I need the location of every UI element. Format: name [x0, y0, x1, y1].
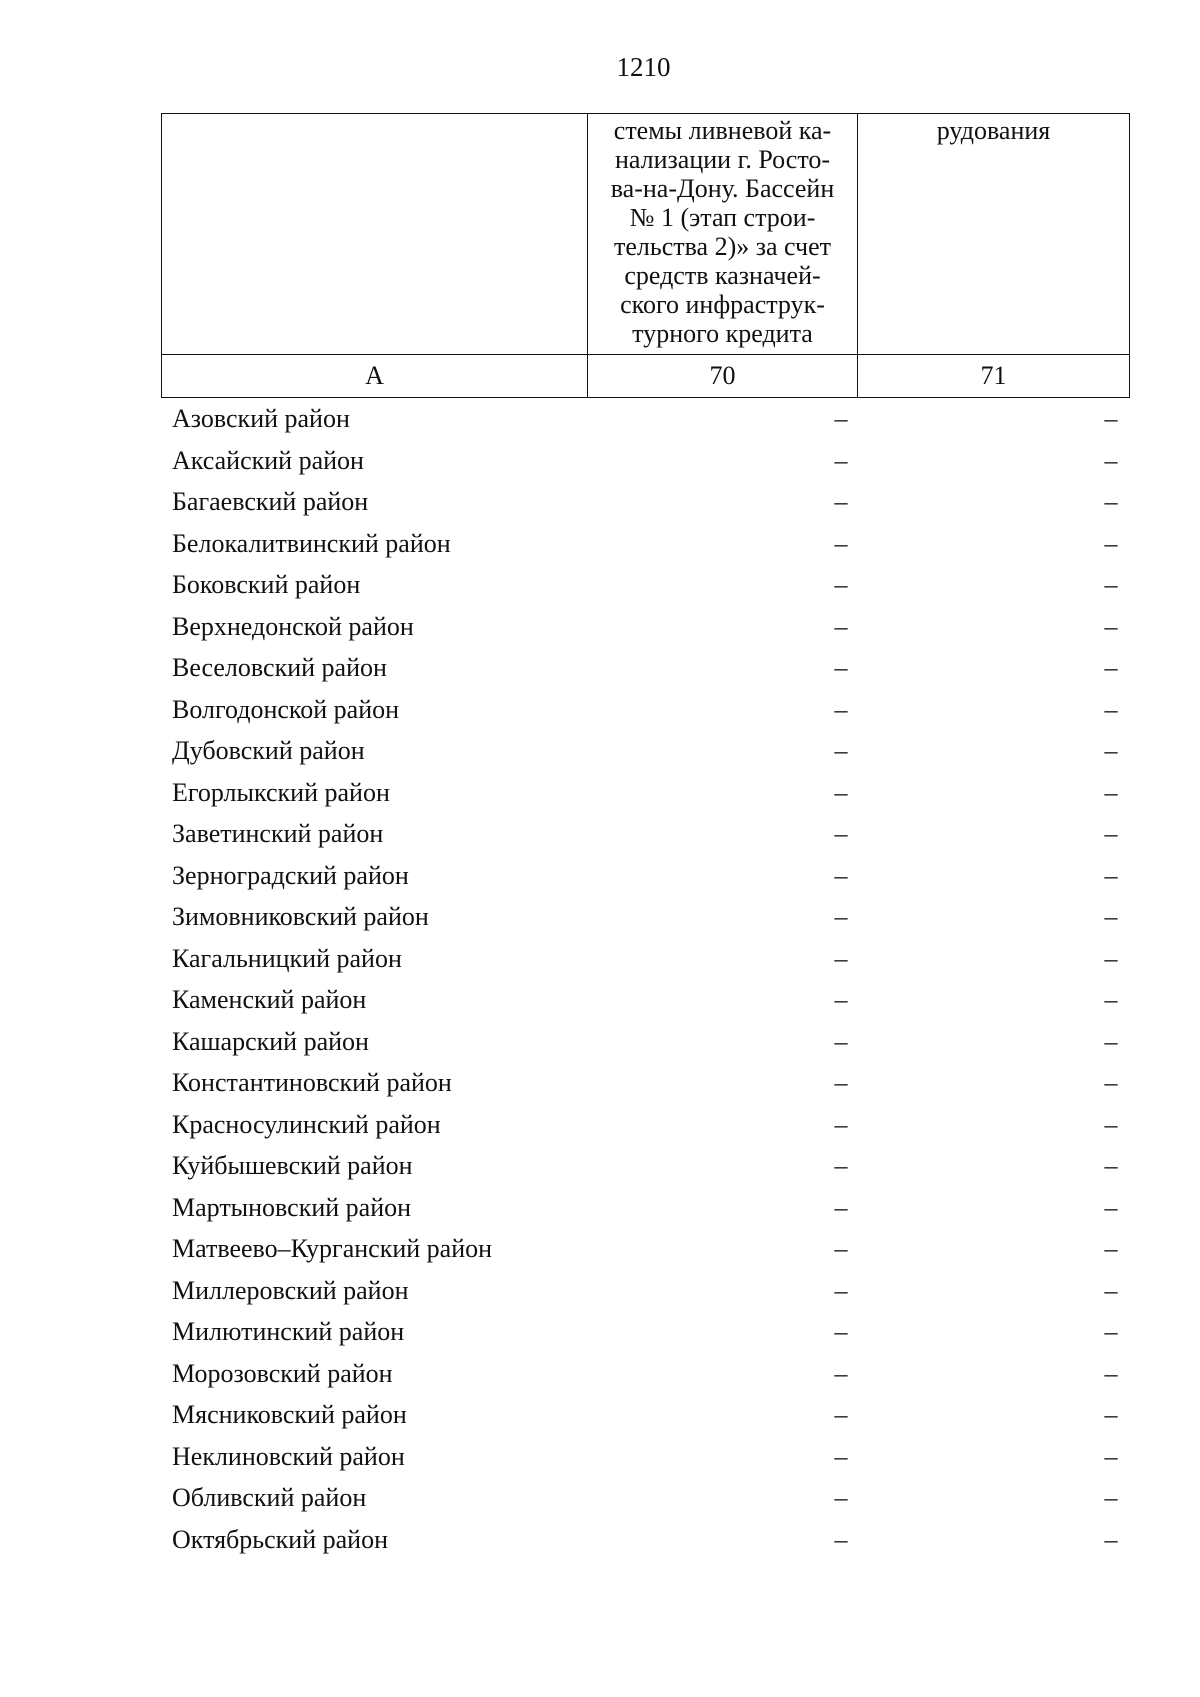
- value-col-71: –: [1104, 1151, 1118, 1180]
- value-col-70: –: [834, 1151, 848, 1180]
- table-row: [161, 1477, 1126, 1519]
- district-name: Веселовский район: [172, 653, 387, 682]
- table-row: [161, 481, 1126, 523]
- district-name: Зерноградский район: [172, 860, 409, 890]
- district-name: Морозовский район: [172, 1358, 393, 1388]
- column-index-a: А: [162, 355, 588, 398]
- table-row: [161, 1353, 1126, 1395]
- header-row: [162, 114, 1130, 355]
- value-col-71: –: [1104, 860, 1118, 890]
- value-col-70: –: [834, 1026, 848, 1056]
- district-name: Милютинский район: [172, 1317, 405, 1346]
- value-col-71: –: [1104, 777, 1118, 807]
- table-row: [161, 1519, 1126, 1561]
- value-col-71: –: [1104, 819, 1118, 848]
- table-row: [161, 896, 1126, 938]
- table-row: [161, 1062, 1126, 1104]
- district-name: Верхнедонской район: [172, 611, 414, 641]
- table-row: [161, 1270, 1126, 1312]
- value-col-70: –: [834, 1275, 848, 1305]
- value-col-71: –: [1104, 943, 1118, 973]
- district-name: Матвеево–Курганский район: [172, 1234, 493, 1263]
- value-col-70: –: [834, 985, 848, 1014]
- district-name: Кагальницкий район: [172, 943, 402, 973]
- value-col-71: –: [1104, 445, 1118, 475]
- table-row: [161, 1394, 1126, 1436]
- district-name: Азовский район: [172, 404, 350, 433]
- district-name: Багаевский район: [172, 487, 369, 516]
- table-row: [161, 606, 1126, 648]
- header-text-70: стемы ливневой ка- нализации г. Росто- ва-на-Дону. Бассейн № 1 (этап строи- тельства 2)» за счет средств казначей- ского инфраструк- турного кредита: [610, 116, 835, 348]
- value-col-70: –: [834, 819, 848, 848]
- value-col-70: –: [834, 528, 848, 558]
- district-name: Каменский район: [172, 985, 367, 1014]
- value-col-71: –: [1104, 1109, 1118, 1139]
- value-col-71: –: [1104, 985, 1118, 1014]
- table-row: [161, 564, 1126, 606]
- district-name: Обливский район: [172, 1483, 367, 1512]
- header-cell-a: [162, 114, 588, 355]
- value-col-71: –: [1104, 1275, 1118, 1305]
- table-row: [161, 938, 1126, 980]
- header-text-a: [162, 114, 587, 116]
- district-name: Куйбышевский район: [172, 1151, 413, 1180]
- district-name: Кашарский район: [172, 1026, 369, 1056]
- table-row: [161, 1436, 1126, 1478]
- value-col-71: –: [1104, 653, 1118, 682]
- district-name: Октябрьский район: [172, 1524, 388, 1554]
- page-number: 1210: [616, 52, 671, 82]
- value-col-71: –: [1104, 902, 1118, 931]
- value-col-71: –: [1104, 1483, 1118, 1512]
- value-col-70: –: [834, 860, 848, 890]
- table-row: [161, 813, 1126, 855]
- value-col-71: –: [1104, 611, 1118, 641]
- value-col-71: –: [1104, 404, 1118, 433]
- district-name: Мартыновский район: [172, 1192, 412, 1222]
- district-name: Константиновский район: [172, 1068, 452, 1097]
- value-col-70: –: [834, 1483, 848, 1512]
- value-col-70: –: [834, 1234, 848, 1263]
- value-col-70: –: [834, 1400, 848, 1429]
- district-name: Красносулинский район: [172, 1109, 441, 1139]
- value-col-70: –: [834, 777, 848, 807]
- district-name: Боковский район: [172, 570, 361, 599]
- value-col-70: –: [834, 611, 848, 641]
- value-col-70: –: [834, 1068, 848, 1097]
- value-col-71: –: [1104, 1317, 1118, 1346]
- table-header: [161, 113, 1130, 398]
- value-col-70: –: [834, 404, 848, 433]
- table-row: [161, 689, 1126, 731]
- column-index-71: 71: [858, 355, 1130, 398]
- value-col-70: –: [834, 1317, 848, 1346]
- table-row: [161, 979, 1126, 1021]
- value-col-71: –: [1104, 570, 1118, 599]
- table-row: [161, 440, 1126, 482]
- value-col-70: –: [834, 943, 848, 973]
- value-col-70: –: [834, 694, 848, 724]
- header-cell-70: [588, 114, 858, 355]
- value-col-71: –: [1104, 694, 1118, 724]
- district-name: Заветинский район: [172, 819, 384, 848]
- district-name: Миллеровский район: [172, 1275, 409, 1305]
- column-index-row: [162, 355, 1130, 398]
- value-col-71: –: [1104, 1192, 1118, 1222]
- district-name: Дубовский район: [172, 736, 365, 765]
- value-col-70: –: [834, 1358, 848, 1388]
- table-row: [161, 1145, 1126, 1187]
- district-name: Волгодонской район: [172, 694, 400, 724]
- table-row: [161, 730, 1126, 772]
- district-name: Неклиновский район: [172, 1441, 405, 1471]
- value-col-70: –: [834, 445, 848, 475]
- district-name: Белокалитвинский район: [172, 528, 451, 558]
- value-col-71: –: [1104, 736, 1118, 765]
- value-col-70: –: [834, 1109, 848, 1139]
- value-col-70: –: [834, 653, 848, 682]
- district-name: Мясниковский район: [172, 1400, 407, 1429]
- table-row: [161, 1104, 1126, 1146]
- district-name: Зимовниковский район: [172, 902, 429, 931]
- value-col-70: –: [834, 1441, 848, 1471]
- table-row: [161, 855, 1126, 897]
- value-col-71: –: [1104, 1524, 1118, 1554]
- table-row: [161, 1021, 1126, 1063]
- value-col-70: –: [834, 487, 848, 516]
- column-index-70: 70: [588, 355, 858, 398]
- table-row: [161, 1311, 1126, 1353]
- value-col-70: –: [834, 902, 848, 931]
- value-col-71: –: [1104, 1234, 1118, 1263]
- value-col-70: –: [834, 570, 848, 599]
- district-name: Егорлыкский район: [172, 777, 390, 807]
- district-list: [161, 398, 1126, 1560]
- value-col-71: –: [1104, 1358, 1118, 1388]
- value-col-70: –: [834, 1192, 848, 1222]
- header-cell-71: [858, 114, 1130, 355]
- district-name: Аксайский район: [172, 445, 364, 475]
- table-row: [161, 398, 1126, 440]
- table-row: [161, 647, 1126, 689]
- value-col-71: –: [1104, 487, 1118, 516]
- value-col-71: –: [1104, 1441, 1118, 1471]
- table-row: [161, 1228, 1126, 1270]
- table-row: [161, 523, 1126, 565]
- table-row: [161, 1187, 1126, 1229]
- value-col-71: –: [1104, 1068, 1118, 1097]
- value-col-70: –: [834, 736, 848, 765]
- value-col-70: –: [834, 1524, 848, 1554]
- table-row: [161, 772, 1126, 814]
- value-col-71: –: [1104, 1400, 1118, 1429]
- value-col-71: –: [1104, 528, 1118, 558]
- value-col-71: –: [1104, 1026, 1118, 1056]
- header-text-71: рудования: [936, 116, 1051, 145]
